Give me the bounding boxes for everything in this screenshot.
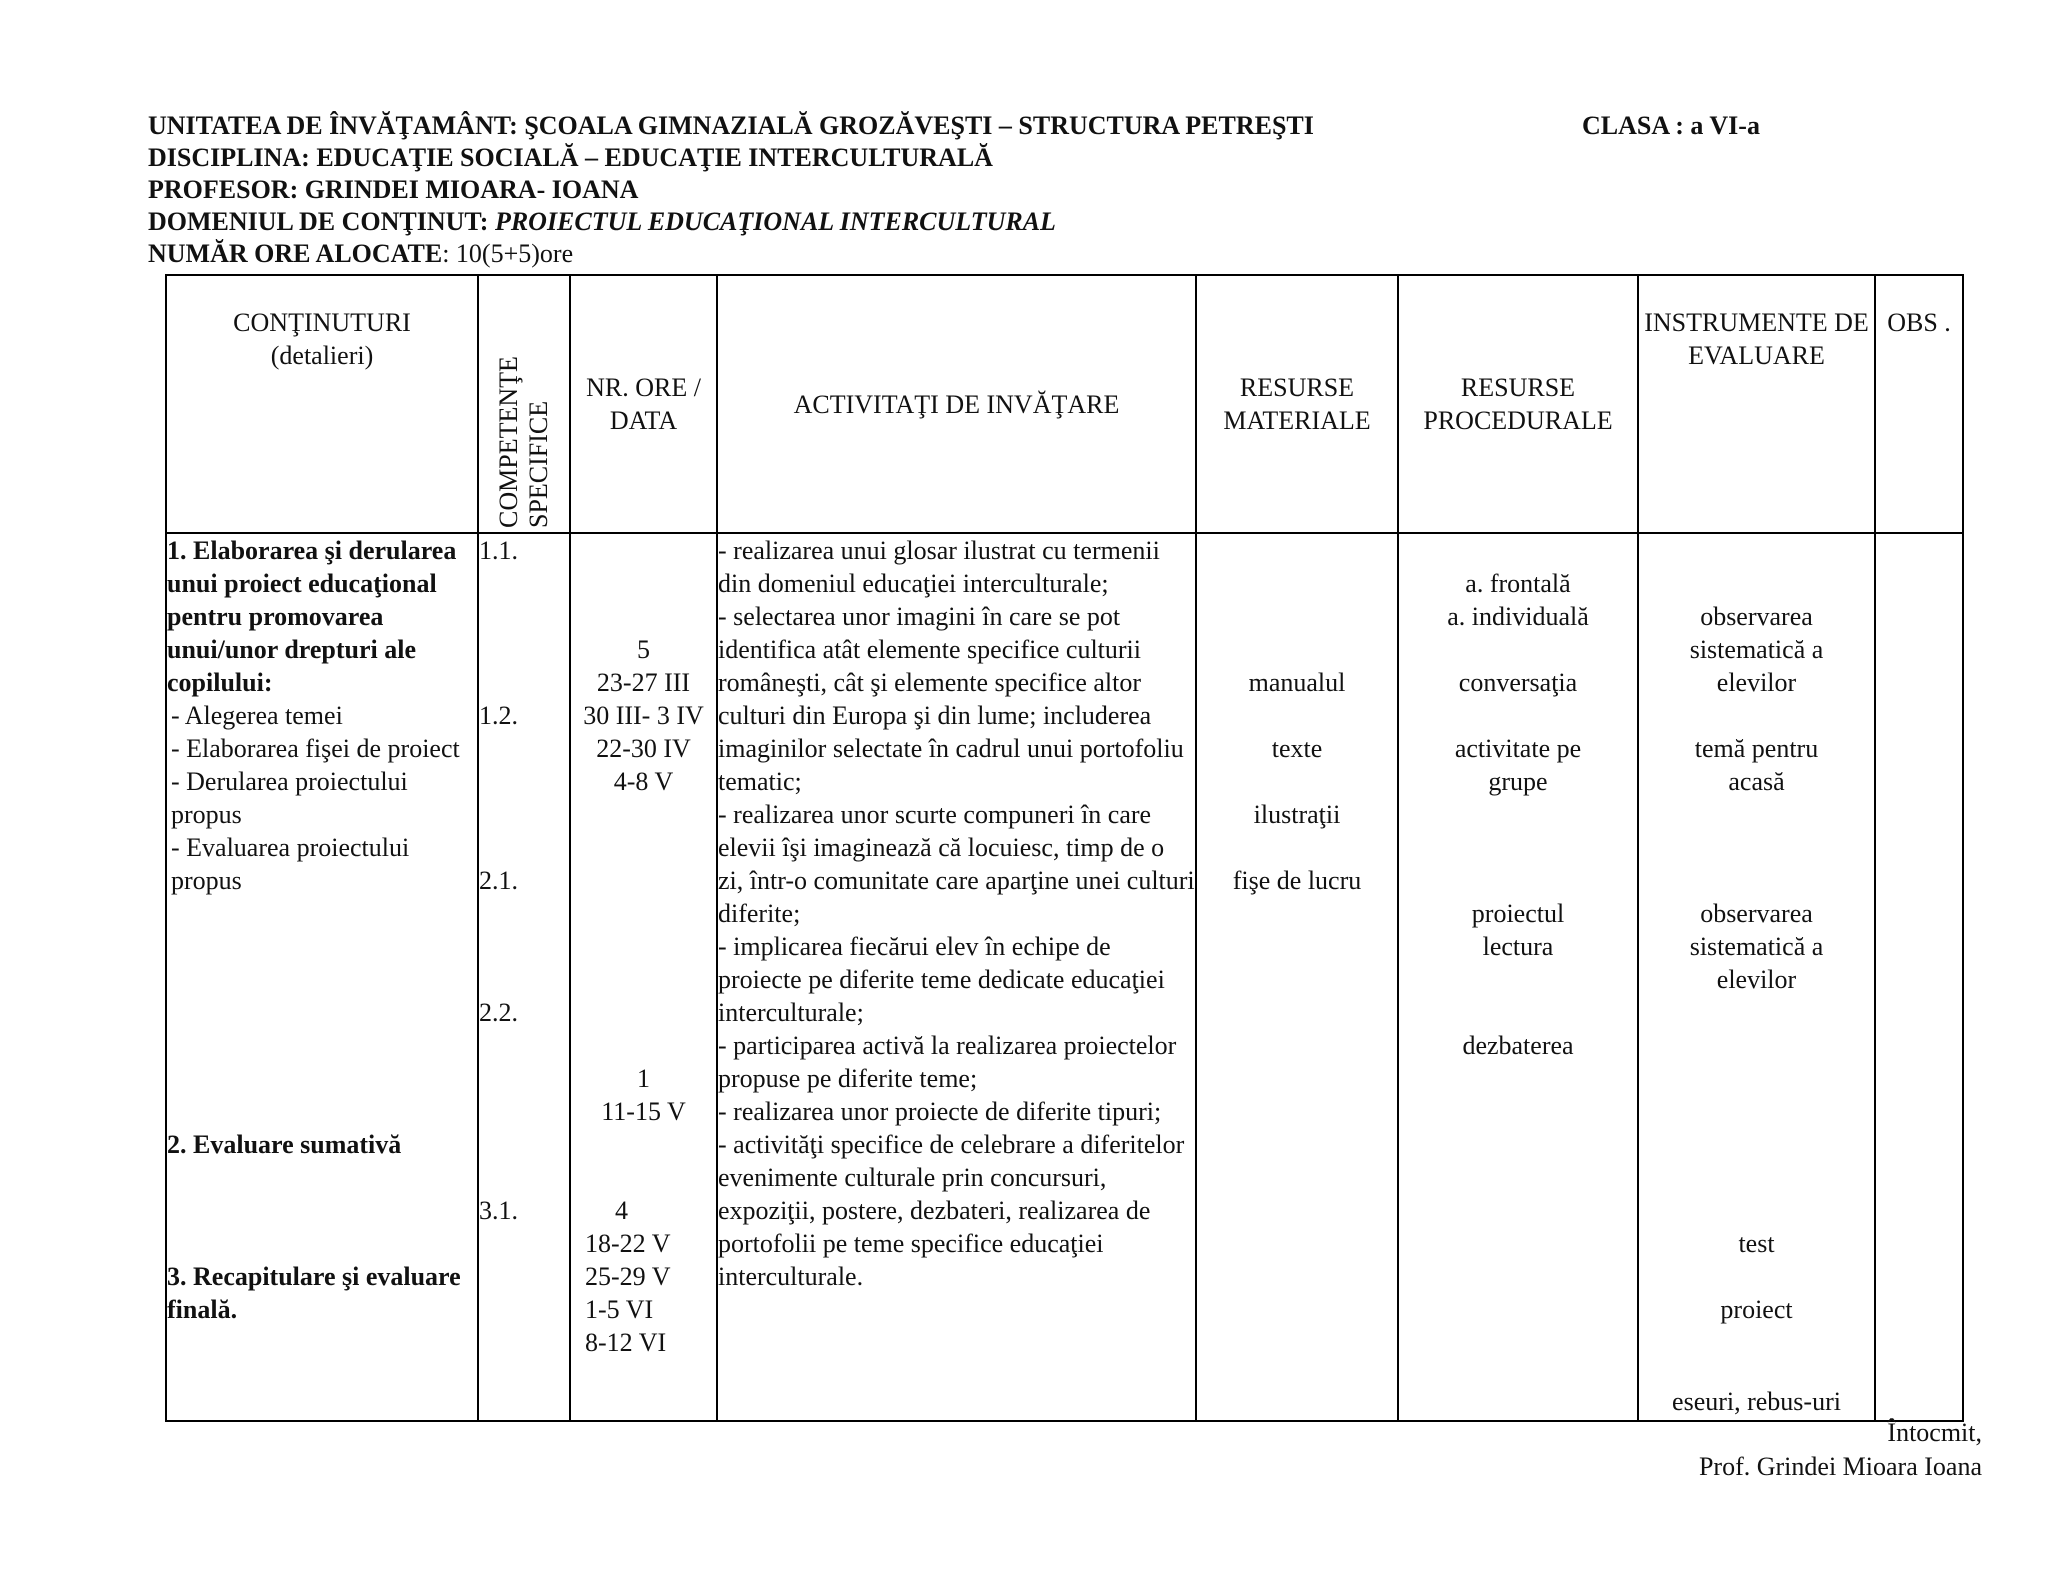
competence-code: 2.2.: [479, 998, 518, 1027]
cell-ore-data: [570, 533, 717, 1421]
content-subitem: - Evaluarea proiectului propus: [171, 833, 410, 895]
cell-resurse-procedurale: [1398, 533, 1638, 1421]
date-range: 30 III- 3 IV: [583, 701, 704, 730]
hours-count: 4: [615, 1196, 628, 1225]
teacher-value: GRINDEI MIOARA- IOANA: [304, 175, 639, 204]
header-discipline: [148, 142, 993, 174]
content-item-2: 2. Evaluare sumativă: [167, 1130, 402, 1159]
table-header-row: [166, 275, 1963, 533]
header-resurse-procedurale: RESURSE PROCEDURALE: [1398, 275, 1638, 533]
header-teacher: [148, 174, 638, 206]
cell-activitati: [717, 533, 1196, 1421]
header-instrumente: INSTRUMENTE DE EVALUARE: [1638, 275, 1875, 533]
activity-item: - participarea activă la realizarea proiectelor propuse pe diferite teme;: [718, 1031, 1177, 1093]
material-resource: fişe de lucru: [1232, 866, 1362, 895]
header-competente: [478, 275, 570, 533]
material-resource: manualul: [1248, 668, 1346, 697]
competence-code: 3.1.: [479, 1196, 518, 1225]
activity-item: - activităţi specifice de celebrare a diferitelor evenimente culturale prin concursuri, expoziţii, postere, dezbateri, realizarea de portofolii pe teme specifice educaţiei interculturale.: [718, 1130, 1185, 1291]
activity-item: - realizarea unor scurte compuneri în care elevii îşi imaginează că locuiesc, timp de o zi, într-o comunitate care aparţine unei culturi diferite;: [718, 800, 1195, 928]
competence-code: 1.1.: [479, 536, 518, 565]
activity-item: - implicarea fiecărui elev în echipe de proiecte pe diferite teme dedicate educaţiei interculturale;: [718, 932, 1165, 1027]
hours-count: 5: [637, 635, 650, 664]
date-range: 18-22 V: [585, 1229, 671, 1258]
header-resurse-materiale: RESURSE MATERIALE: [1196, 275, 1398, 533]
header-nr-ore: NR. ORE / DATA: [570, 275, 717, 533]
procedural-resource: conversaţia: [1458, 668, 1578, 697]
procedural-resource: a. individuală: [1447, 602, 1589, 631]
content-subitem: - Alegerea temei: [171, 701, 343, 730]
competence-code: 2.1.: [479, 866, 518, 895]
evaluation-tool: eseuri, rebus-uri: [1672, 1387, 1841, 1416]
content-subitem: - Derularea proiectului propus: [171, 767, 408, 829]
date-range: 4-8 V: [613, 767, 674, 796]
domain-value: PROIECTUL EDUCAŢIONAL INTERCULTURAL: [494, 207, 1056, 236]
material-resource: texte: [1271, 734, 1323, 763]
evaluation-tool: proiect: [1720, 1295, 1793, 1324]
content-subitem: - Elaborarea fişei de proiect: [171, 734, 460, 763]
school-value: ŞCOALA GIMNAZIALĂ GROZĂVEŞTI – STRUCTURA PETREŞTI: [524, 111, 1314, 140]
cell-competente: [478, 533, 570, 1421]
header-obs: OBS .: [1875, 275, 1963, 533]
signature-name: Prof. Grindei Mioara Ioana: [1698, 1452, 1982, 1481]
activity-item: - selectarea unor imagini în care se pot identifica atât elemente specifice culturii româneşti, cât şi elemente specifice altor culturi din Europa şi din lume; includerea imaginilor selectate în cadrul unui portofoliu tematic;: [718, 602, 1184, 796]
date-range: 22-30 IV: [596, 734, 691, 763]
signature-label: Întocmit,: [1887, 1418, 1982, 1447]
activity-item: - realizarea unui glosar ilustrat cu termenii din domeniul educaţiei interculturale;: [718, 536, 1160, 598]
class-label: CLASA : a VI-a: [1582, 111, 1760, 140]
header-hours: [148, 238, 573, 270]
teacher-label: PROFESOR:: [148, 175, 299, 204]
material-resource: ilustraţii: [1253, 800, 1341, 829]
cell-resurse-materiale: [1196, 533, 1398, 1421]
hours-label: NUMĂR ORE ALOCATE: [148, 239, 443, 268]
date-range: 1-5 VI: [585, 1295, 654, 1324]
header-activitati: ACTIVITAŢI DE INVĂŢARE: [717, 275, 1196, 533]
header-continuturi: [166, 275, 478, 533]
hours-count: 1: [637, 1064, 650, 1093]
evaluation-tool: temă pentru acasă: [1694, 734, 1819, 796]
competence-code: 1.2.: [479, 701, 518, 730]
activity-item: - realizarea unor proiecte de diferite tipuri;: [718, 1097, 1162, 1126]
procedural-resource: dezbaterea: [1462, 1031, 1574, 1060]
hours-value: : 10(5+5)ore: [442, 239, 574, 268]
table-row: [166, 533, 1963, 1421]
domain-label: DOMENIUL DE CONŢINUT:: [148, 207, 489, 236]
evaluation-tool: observarea sistematică a elevilor: [1689, 899, 1824, 994]
date-range: 8-12 VI: [585, 1328, 667, 1357]
content-item-3: 3. Recapitulare şi evaluare finală.: [167, 1262, 461, 1324]
procedural-resource: lectura: [1482, 932, 1554, 961]
header-competente-label: COMPETENŢE SPECIFICE: [494, 356, 553, 528]
discipline-value: EDUCAŢIE SOCIALĂ – EDUCAŢIE INTERCULTURALĂ: [316, 143, 993, 172]
discipline-label: DISCIPLINA:: [148, 143, 310, 172]
school-label: UNITATEA DE ÎNVĂŢAMÂNT:: [148, 111, 518, 140]
evaluation-tool: observarea sistematică a elevilor: [1689, 602, 1824, 697]
header-continuturi-sub: (detalieri): [270, 341, 374, 370]
content-item-1: 1. Elaborarea şi derularea unui proiect educaţional pentru promovarea unui/unor drepturi ale copilului:: [167, 536, 457, 697]
cell-obs: [1875, 533, 1963, 1421]
procedural-resource: activitate pe grupe: [1454, 734, 1582, 796]
header-continuturi-title: CONŢINUTURI: [233, 308, 411, 337]
cell-continuturi: [166, 533, 478, 1421]
header-domain: [148, 206, 1056, 238]
procedural-resource: a. frontală: [1465, 569, 1571, 598]
date-range: 23-27 III: [596, 668, 691, 697]
planning-table: [165, 274, 1964, 1422]
evaluation-tool: test: [1738, 1229, 1775, 1258]
procedural-resource: proiectul: [1471, 899, 1565, 928]
date-range: 11-15 V: [601, 1097, 686, 1126]
date-range: 25-29 V: [585, 1262, 671, 1291]
cell-instrumente: [1638, 533, 1875, 1421]
header-school: [148, 110, 1314, 142]
